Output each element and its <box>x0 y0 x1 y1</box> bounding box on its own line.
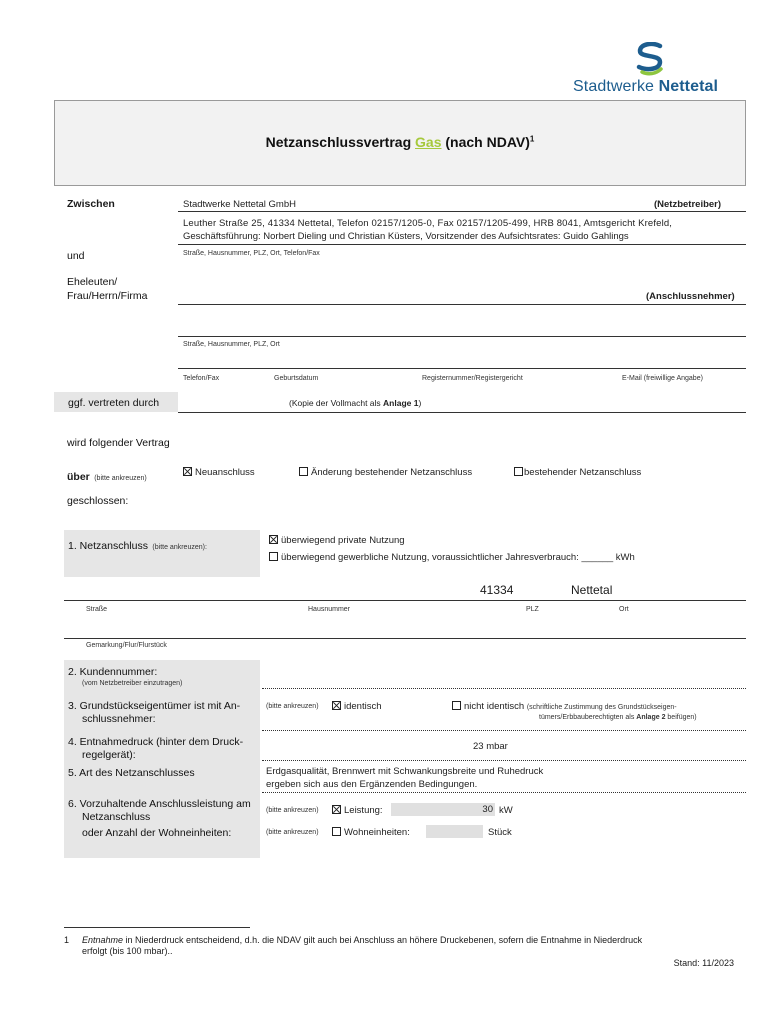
leistung-label-2: Netzanschluss <box>82 811 151 823</box>
anschlussnehmer-role: (Anschlussnehmer) <box>646 291 735 302</box>
ueber-row <box>67 467 147 485</box>
zwischen-label: Zwischen <box>67 198 115 210</box>
logo-text <box>573 78 718 96</box>
title-gas: Gas <box>415 134 442 150</box>
netzanschluss-label: 1. Netzanschluss <box>68 540 148 552</box>
wohneinheiten-label: Wohneinheiten: <box>344 827 410 838</box>
art-divider <box>262 792 746 793</box>
logo-s-icon <box>634 42 666 76</box>
private-label: überwiegend private Nutzung <box>281 535 405 546</box>
netzbetreiber-role: (Netzbetreiber) <box>654 199 722 210</box>
entnahmedruck-label-2: regelgerät): <box>82 749 136 761</box>
company-address-line2: Geschäftsführung: Norbert Dieling und Christian Küsters, Vorsitzender des Aufsichtsrates: Guido Gahlings <box>183 231 629 242</box>
leistung-input[interactable] <box>391 803 495 816</box>
private-checkbox[interactable] <box>269 535 278 544</box>
address-underline <box>178 244 746 245</box>
leistung-label-3: oder Anzahl der Wohneinheiten: <box>82 827 232 839</box>
option-private[interactable] <box>269 535 405 546</box>
company-name: Stadtwerke Nettetal GmbH <box>183 199 296 210</box>
caption-ort: Ort <box>619 606 629 613</box>
kundennummer-hint: (vom Netzbetreiber einzutragen) <box>82 680 183 687</box>
stand-date: Stand: 11/2023 <box>673 958 734 968</box>
aenderung-checkbox[interactable] <box>299 467 308 476</box>
gewerblich-checkbox[interactable] <box>269 552 278 561</box>
footnote-number: 1 <box>64 935 70 945</box>
art-label: 5. Art des Netzanschlusses <box>68 767 195 779</box>
option-identisch[interactable] <box>332 701 382 712</box>
eigentuemer-divider <box>262 730 746 731</box>
geschlossen-label: geschlossen: <box>67 495 129 507</box>
neuanschluss-label: Neuanschluss <box>195 467 255 478</box>
nicht-identisch-checkbox[interactable] <box>452 701 461 710</box>
wohneinheiten-unit: Stück <box>488 827 512 838</box>
company-logo <box>572 40 742 100</box>
option-wohneinheiten[interactable] <box>332 827 410 838</box>
name-line[interactable] <box>178 304 746 305</box>
ueber-hint: (bitte ankreuzen) <box>94 475 147 482</box>
title-suffix: (nach NDAV) <box>441 134 530 150</box>
caption-plz: PLZ <box>526 606 539 613</box>
footnote-separator <box>64 927 250 928</box>
identisch-checkbox[interactable] <box>332 701 341 710</box>
kundennummer-label: 2. Kundennummer: <box>68 666 158 678</box>
eigentuemer-label-1: 3. Grundstückseigentümer ist mit An- <box>68 700 241 712</box>
title-main: Netzanschlussvertrag <box>265 134 416 150</box>
note2-prefix: tümers/Erbbauberechtigten als <box>539 714 637 721</box>
leistung-option-label: Leistung: <box>344 805 383 816</box>
address-line[interactable] <box>178 336 746 337</box>
vertrag-intro: wird folgender Vertrag <box>67 437 170 449</box>
note2-anlage: Anlage 2 <box>636 714 666 721</box>
title-footnote-mark: 1 <box>529 134 535 144</box>
document-title <box>55 134 745 150</box>
caption-register: Registernummer/Registergericht <box>422 375 523 382</box>
leistung-value: 30 <box>482 804 493 815</box>
eigentuemer-hint: (bitte ankreuzen) <box>266 703 319 710</box>
eheleute-label-1: Eheleuten/ <box>67 276 118 288</box>
und-caption: Straße, Hausnummer, PLZ, Ort, Telefon/Fax <box>183 250 320 257</box>
footnote-text-1 <box>82 935 642 945</box>
contact-line[interactable] <box>178 368 746 369</box>
art-value-1: Erdgasqualität, Brennwert mit Schwankungsbreite und Ruhedruck <box>266 766 544 777</box>
plz-value: 41334 <box>480 583 514 597</box>
location-line[interactable] <box>64 600 746 601</box>
bestehend-checkbox[interactable] <box>514 467 523 476</box>
bestehend-label: bestehender Netzanschluss <box>524 467 642 478</box>
art-value-2: ergeben sich aus den Ergänzenden Bedingungen. <box>266 779 478 790</box>
wohneinheiten-input[interactable] <box>426 825 483 838</box>
option-gewerblich[interactable] <box>269 552 635 563</box>
title-box <box>54 100 746 186</box>
leistung-label-1: 6. Vorzuhaltende Anschlussleistung am <box>68 798 251 810</box>
logo-text-bold: Nettetal <box>658 78 719 95</box>
company-underline <box>178 211 746 212</box>
option-leistung[interactable] <box>332 805 383 816</box>
netzanschluss-hint: (bitte ankreuzen): <box>152 544 207 551</box>
und-label: und <box>67 250 85 262</box>
vertreten-text-suffix: ) <box>418 398 422 408</box>
gemarkung-line[interactable] <box>64 638 746 639</box>
option-aenderung[interactable] <box>299 467 472 478</box>
caption-strasse: Straße <box>86 606 108 613</box>
aenderung-label: Änderung bestehender Netzanschluss <box>311 467 473 478</box>
option-bestehend[interactable] <box>514 467 641 478</box>
option-neuanschluss[interactable] <box>183 467 255 478</box>
nicht-identisch-note-2 <box>539 714 697 721</box>
entnahmedruck-divider <box>262 760 746 761</box>
leistung-unit: kW <box>499 805 513 816</box>
logo-text-regular: Stadtwerke <box>573 78 659 95</box>
nicht-identisch-label: nicht identisch <box>464 701 525 712</box>
leistung-hint: (bitte ankreuzen) <box>266 807 319 814</box>
vertreten-line[interactable] <box>178 412 746 413</box>
caption-email: E-Mail (freiwillige Angabe) <box>622 375 703 382</box>
identisch-label: identisch <box>344 701 382 712</box>
wohneinheiten-hint: (bitte ankreuzen) <box>266 829 319 836</box>
footnote-text-2: erfolgt (bis 100 mbar).. <box>82 946 173 956</box>
note2-suffix: beifügen) <box>665 714 697 721</box>
netzanschluss-heading <box>68 536 207 554</box>
kundennummer-field[interactable] <box>262 688 746 689</box>
entnahmedruck-label-1: 4. Entnahmedruck (hinter dem Druck- <box>68 736 244 748</box>
option-nicht-identisch[interactable] <box>452 701 677 712</box>
vertreten-label: ggf. vertreten durch <box>68 397 160 409</box>
vertreten-anlage: Anlage 1 <box>383 398 419 408</box>
caption-telefon: Telefon/Fax <box>183 375 220 382</box>
caption-geburtsdatum: Geburtsdatum <box>274 375 319 382</box>
ueber-label: über <box>67 471 90 483</box>
footnote-italic: Entnahme <box>82 935 124 945</box>
vertreten-text <box>289 398 421 408</box>
eigentuemer-label-2: schlussnehmer: <box>82 713 156 725</box>
wohneinheiten-checkbox[interactable] <box>332 827 341 836</box>
nicht-identisch-note-1: (schriftliche Zustimmung des Grundstückseigen- <box>526 704 677 711</box>
vertreten-text-prefix: (Kopie der Vollmacht als <box>289 398 384 408</box>
company-address-line1: Leuther Straße 25, 41334 Nettetal, Telefon 02157/1205-0, Fax 02157/1205-499, HRB 8041, Amtsgericht Krefeld, <box>183 218 673 229</box>
footnote-text1: in Niederdruck entscheidend, d.h. die NDAV gilt auch bei Anschluss an höhere Druckebenen, sofern die Entnahme in Niederdruck <box>123 935 643 945</box>
entnahmedruck-value: 23 mbar <box>473 741 508 752</box>
ort-value: Nettetal <box>571 583 613 597</box>
caption-address: Straße, Hausnummer, PLZ, Ort <box>183 341 280 348</box>
eheleute-label-2: Frau/Herrn/Firma <box>67 290 148 302</box>
caption-hausnummer: Hausnummer <box>308 606 351 613</box>
caption-gemarkung: Gemarkung/Flur/Flurstück <box>86 642 167 649</box>
gewerblich-label: überwiegend gewerbliche Nutzung, voraussichtlicher Jahresverbrauch: ______ kWh <box>281 552 635 563</box>
neuanschluss-checkbox[interactable] <box>183 467 192 476</box>
leistung-checkbox[interactable] <box>332 805 341 814</box>
